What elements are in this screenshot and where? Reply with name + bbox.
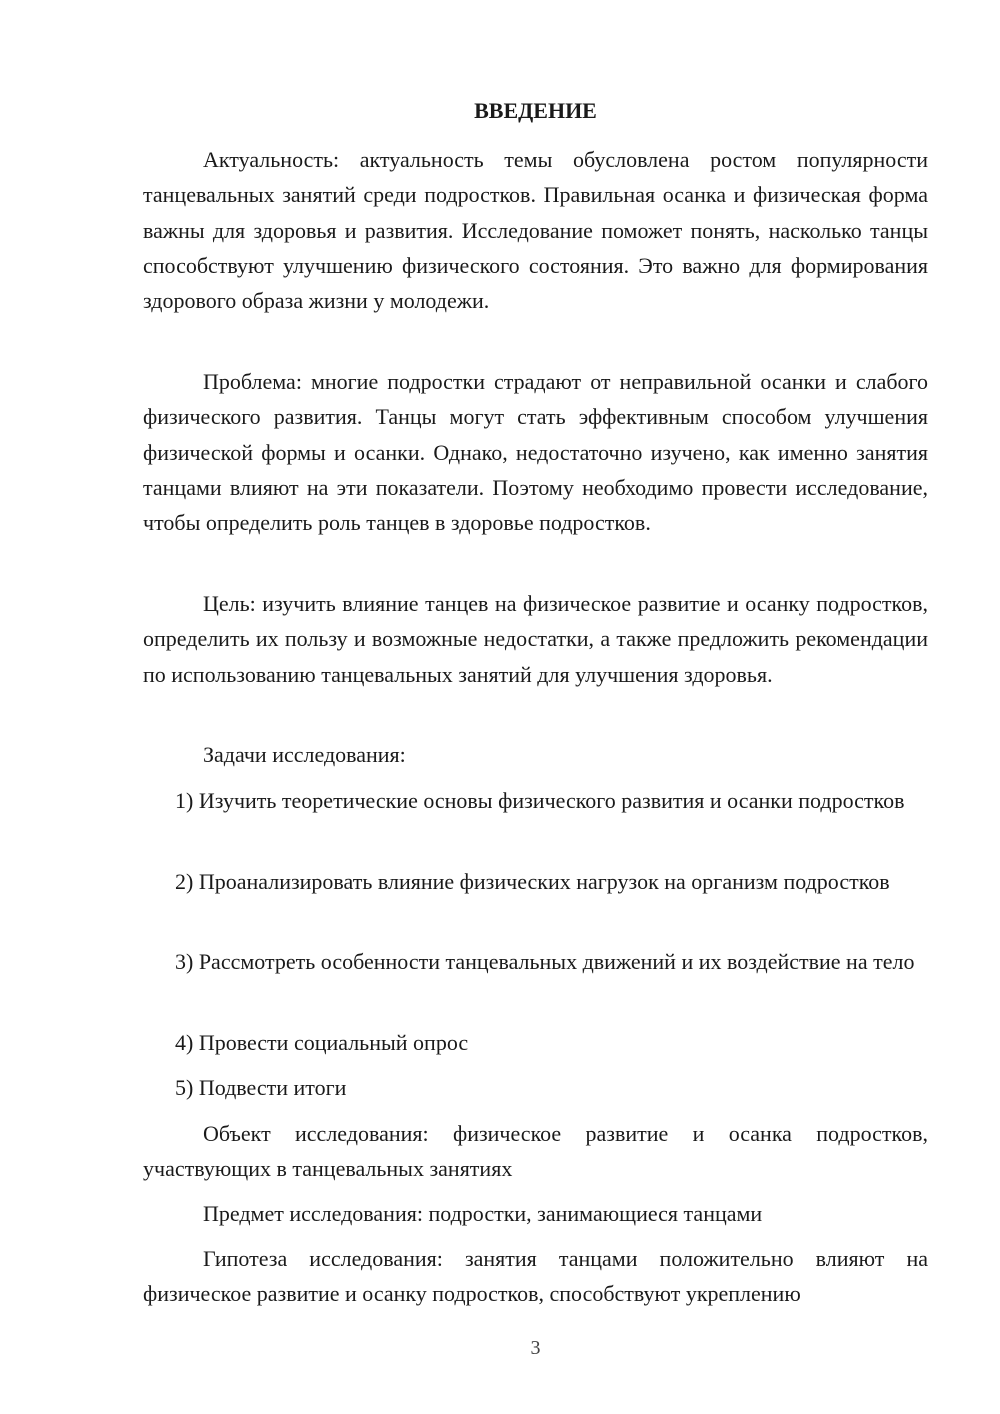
task-item-5: 5) Подвести итоги [175,1075,347,1100]
paragraph-goal: Цель: изучить влияние танцев на физическое развитие и осанку подростков, определить их пользу и возможные недостатки, а также предложить рекомендации по использованию танцевальных занятий для улучшения здоровья. [143,591,928,687]
task-item-4: 4) Провести социальный опрос [175,1030,469,1055]
task-item-2: 2) Проанализировать влияние физических нагрузок на организм подростков [175,869,890,894]
tasks-title: Задачи исследования: [203,742,406,767]
paragraph-problem: Проблема: многие подростки страдают от неправильной осанки и слабого физического развития. Танцы могут стать эффективным способом улучшения физической формы и осанки. Однако, недостаточно изучено, как именно занятия танцами влияют на эти показатели. Поэтому необходимо провести исследование, чтобы определить роль танцев в здоровье подростков. [143,369,928,536]
task-item-3: 3) Рассмотреть особенности танцевальных движений и их воздействие на тело [175,949,915,974]
paragraph-subject: Предмет исследования: подростки, занимающиеся танцами [203,1201,763,1226]
paragraph-object: Объект исследования: физическое развитие и осанка подростков, участвующих в танцевальных занятиях [143,1121,928,1182]
paragraph-relevance: Актуальность: актуальность темы обусловлена ростом популярности танцевальных занятий среди подростков. Правильная осанка и физическая форма важны для здоровья и развития. Исследование поможет понять, насколько танцы способствуют улучшению физического состояния. Это важно для формирования здорового образа жизни у молодежи. [143,147,928,314]
task-item-1: 1) Изучить теоретические основы физического развития и осанки подростков [175,788,905,813]
page-number: 3 [530,1337,541,1359]
paragraph-hypothesis: Гипотеза исследования: занятия танцами положительно влияют на физическое развитие и осанку подростков, способствуют укреплению [143,1246,928,1307]
section-heading: ВВЕДЕНИЕ [474,98,597,123]
